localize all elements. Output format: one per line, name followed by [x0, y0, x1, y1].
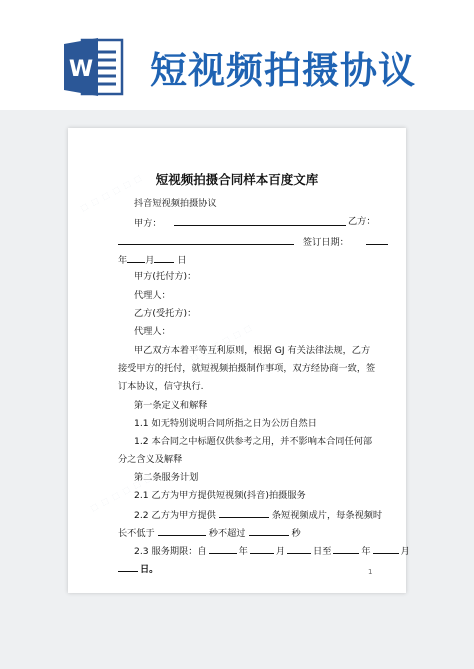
clause-2-2-text-e: 秒	[291, 528, 301, 539]
blank-line	[158, 526, 206, 536]
preamble-line-1: 甲乙双方本着平等互利原则，根据 GJ 有关法律法规，乙方	[134, 345, 371, 356]
sign-date-line	[118, 235, 388, 249]
clause-2-3-day-end: 日。	[140, 564, 159, 575]
party-b-trustee: 乙方(受托方)：	[134, 308, 197, 319]
clause-2-3-line-2	[118, 562, 158, 576]
clause-1-2-line-2: 分之含义及解释	[118, 454, 183, 465]
word-icon-letter: W	[68, 57, 94, 82]
clause-2-3-month-1: 月	[275, 546, 286, 557]
blank-line	[154, 253, 174, 263]
header-banner	[0, 0, 474, 110]
clause-2-3-line-1	[134, 544, 410, 558]
page-number: 1	[368, 568, 373, 576]
article-2-heading: 第二条服务计划	[134, 472, 199, 483]
day-label: 日	[177, 255, 187, 266]
preamble-line-3: 订本协议，信守执行.	[118, 381, 204, 392]
blank-line	[219, 508, 269, 518]
clause-2-2-text-c: 长不低于	[118, 528, 155, 539]
party-a-label: 甲方：	[134, 218, 162, 229]
clause-2-3-day-to: 日至	[313, 546, 332, 557]
blank-line	[373, 544, 399, 554]
watermark: ⬚ ⬚ ⬚ ⬚ ⬚ ⬚	[89, 473, 153, 514]
clause-2-2-text-b: 条短视频成片，每条视频时	[271, 510, 383, 521]
party-b-label: 乙方：	[348, 216, 376, 227]
banner-title: 短视频拍摄协议	[150, 48, 416, 92]
preamble-line-2: 接受甲方的托付，就短视频拍摄制作事项，双方经协商一致，签	[118, 363, 376, 374]
blank-line	[287, 544, 311, 554]
agent-2: 代理人：	[134, 326, 171, 337]
blank-line	[250, 544, 274, 554]
clause-2-3-month-2: 月	[400, 546, 410, 557]
party-a-line	[134, 216, 346, 230]
clause-1-1: 1.1 如无特别说明合同所指之日为公历自然日	[134, 418, 317, 429]
watermark: ⬚ ⬚ ⬚ ⬚ ⬚ ⬚	[79, 173, 143, 214]
blank-line	[127, 253, 145, 263]
blank-line	[118, 562, 138, 572]
document-page	[68, 128, 410, 593]
blank-line	[333, 544, 359, 554]
clause-1-2-line-1: 1.2 本合同之中标题仅供参考之用，并不影响本合同任何部	[134, 436, 373, 447]
sign-date-label: 签订日期：	[302, 237, 349, 248]
clause-2-3-year-1: 年	[238, 546, 248, 557]
clause-2-3-year-2: 年	[361, 546, 371, 557]
clause-2-2-text-a: 2.2 乙方为甲方提供	[134, 510, 216, 521]
article-1-heading: 第一条定义和解释	[134, 400, 208, 411]
agent-1: 代理人：	[134, 290, 171, 301]
blank-line	[366, 235, 388, 245]
blank-line	[249, 526, 289, 536]
word-document-icon	[64, 36, 124, 98]
date-line	[118, 253, 187, 267]
watermark: ⬚ ⬚ ⬚ ⬚ ⬚ ⬚	[189, 323, 253, 364]
blank-line	[174, 216, 346, 226]
month-label: 月	[145, 255, 155, 266]
document-title: 短视频拍摄合同样本百度文库	[155, 172, 319, 187]
clause-2-2-text-d: 秒不超过	[208, 528, 246, 539]
clause-2-1: 2.1 乙方为甲方提供短视频(抖音)拍摄服务	[134, 490, 306, 501]
blank-line	[209, 544, 237, 554]
clause-2-2-line-2	[118, 526, 301, 540]
clause-2-3-text-a: 2.3 服务期限：自	[134, 546, 207, 557]
blank-line	[118, 235, 294, 245]
document-subtitle: 抖音短视频拍摄协议	[134, 198, 217, 209]
clause-2-2-line-1	[134, 508, 382, 522]
party-a-payer: 甲方(托付方)：	[134, 271, 197, 282]
year-label: 年	[118, 255, 128, 266]
